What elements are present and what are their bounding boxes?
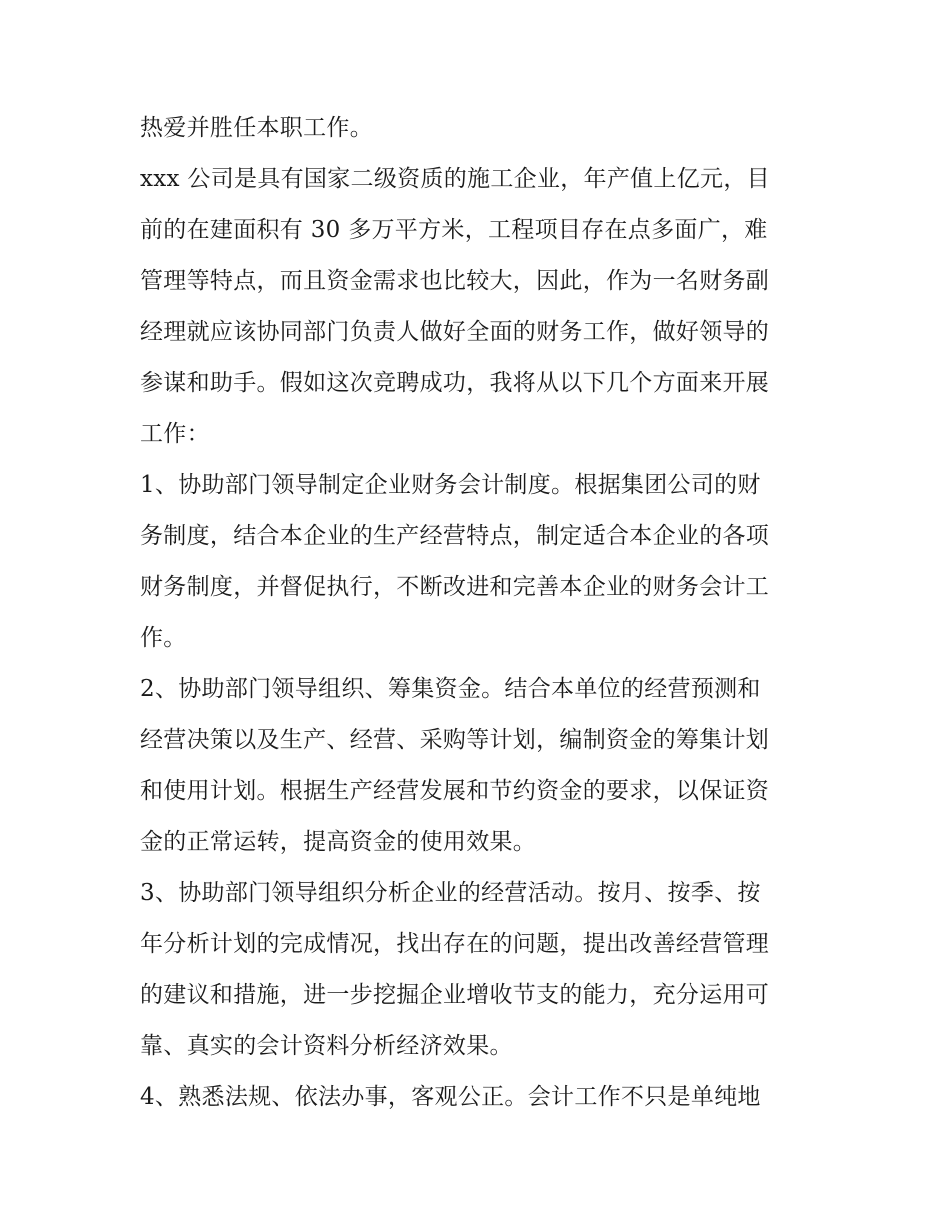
text-line: 前的在建面积有 30 多万平方米，工程项目存在点多面广，难 [140, 217, 768, 243]
text-line: 热爱并胜任本职工作。 [140, 115, 373, 141]
text-line: 管理等特点，而且资金需求也比较大，因此，作为一名财务副 [140, 268, 770, 294]
text-line: 靠、真实的会计资料分析经济效果。 [140, 1033, 513, 1059]
text-line: 经营决策以及生产、经营、采购等计划，编制资金的筹集计划 [140, 727, 770, 753]
text-line: 的建议和措施，进一步挖掘企业增收节支的能力，充分运用可 [140, 982, 770, 1008]
text-line: 3、协助部门领导组织分析企业的经营活动。按月、按季、按 [140, 880, 761, 906]
text-line: 参谋和助手。假如这次竞聘成功，我将从以下几个方面来开展 [140, 370, 770, 396]
text-line: 1、协助部门领导制定企业财务会计制度。根据集团公司的财 [140, 472, 761, 498]
text-line: 和使用计划。根据生产经营发展和节约资金的要求，以保证资 [140, 778, 770, 804]
text-line: 金的正常运转，提高资金的使用效果。 [140, 829, 537, 855]
text-line: 4、熟悉法规、依法办事，客观公正。会计工作不只是单纯地 [140, 1084, 761, 1110]
text-line: 务制度，结合本企业的生产经营特点，制定适合本企业的各项 [140, 523, 770, 549]
text-line: 2、协助部门领导组织、筹集资金。结合本单位的经营预测和 [140, 676, 761, 702]
text-line: 年分析计划的完成情况，找出存在的问题，提出改善经营管理 [140, 931, 770, 957]
text-line: 财务制度，并督促执行，不断改进和完善本企业的财务会计工 [140, 574, 770, 600]
text-line: 经理就应该协同部门负责人做好全面的财务工作，做好领导的 [140, 319, 770, 345]
text-line: 工作： [140, 421, 210, 447]
text-line: 作。 [140, 625, 187, 651]
text-line: xxx 公司是具有国家二级资质的施工企业，年产值上亿元，目 [140, 166, 770, 192]
